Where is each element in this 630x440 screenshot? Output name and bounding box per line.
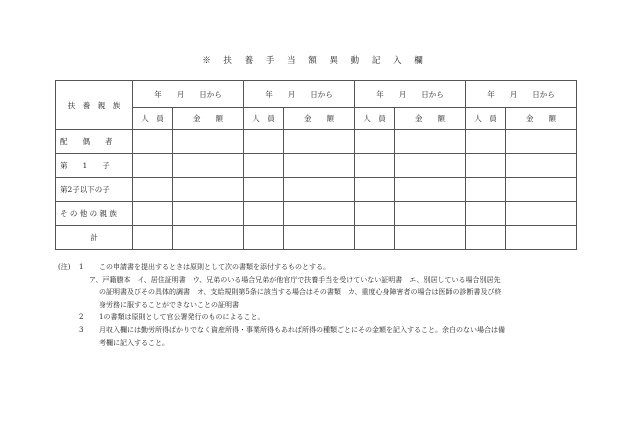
sub-person-2: 人 員: [244, 108, 284, 130]
notes-mark: (注): [58, 263, 71, 271]
table-row: [56, 226, 577, 250]
input-cell[interactable]: [284, 178, 355, 202]
input-cell[interactable]: [173, 130, 244, 154]
note-1-docs-line-2: [55, 286, 575, 299]
note-1: [55, 261, 575, 274]
note-3-line-2: [55, 337, 575, 350]
note-number: 3: [79, 325, 84, 334]
input-cell[interactable]: [284, 154, 355, 178]
header-dependents: 扶 養 親 族: [56, 81, 133, 130]
input-cell[interactable]: [284, 130, 355, 154]
input-cell[interactable]: [133, 202, 173, 226]
input-cell[interactable]: [506, 154, 577, 178]
input-cell[interactable]: [173, 226, 244, 250]
input-cell[interactable]: [133, 226, 173, 250]
table-row: [56, 154, 577, 178]
notes-section: [55, 261, 575, 349]
period-header-4: 年 月 日から: [466, 81, 577, 108]
sub-person-1: 人 員: [133, 108, 173, 130]
input-cell[interactable]: [395, 130, 466, 154]
input-cell[interactable]: [284, 202, 355, 226]
input-cell[interactable]: [466, 130, 506, 154]
table-row: [56, 130, 577, 154]
input-cell[interactable]: [506, 130, 577, 154]
row-label-spouse: 配 偶 者: [56, 130, 133, 154]
period-header-1: 年 月 日から: [133, 81, 244, 108]
input-cell[interactable]: [395, 178, 466, 202]
note-text: の証明書及びその具体的調書 オ、支給規則第5条に該当する場合はその書類 カ、重度心身障害者の場合は医師の診断書及び終: [99, 288, 502, 297]
input-cell[interactable]: [506, 178, 577, 202]
input-cell[interactable]: [395, 226, 466, 250]
input-cell[interactable]: [395, 202, 466, 226]
header-row-period: [56, 81, 577, 108]
sub-person-4: 人 員: [466, 108, 506, 130]
note-1-docs-line-1: [55, 274, 575, 287]
sub-person-3: 人 員: [355, 108, 395, 130]
input-cell[interactable]: [173, 202, 244, 226]
input-cell[interactable]: [133, 130, 173, 154]
note-number: 1: [79, 263, 84, 271]
sub-amount-3: 金 額: [395, 108, 466, 130]
input-cell[interactable]: [466, 226, 506, 250]
row-label-total: 計: [56, 226, 133, 250]
form-title: ※ 扶 養 手 当 額 異 動 記 入 欄: [202, 56, 428, 66]
header-row-sub: [56, 108, 577, 130]
input-cell[interactable]: [466, 178, 506, 202]
input-cell[interactable]: [244, 154, 284, 178]
input-cell[interactable]: [395, 154, 466, 178]
input-cell[interactable]: [506, 226, 577, 250]
input-cell[interactable]: [355, 154, 395, 178]
note-1-docs-line-3: [55, 299, 575, 312]
input-cell[interactable]: [173, 178, 244, 202]
row-label-second-child-and-after: 第2子以下の子: [56, 178, 133, 202]
input-cell[interactable]: [284, 226, 355, 250]
period-header-3: 年 月 日から: [355, 81, 466, 108]
input-cell[interactable]: [244, 226, 284, 250]
dependent-change-table: [55, 80, 577, 250]
input-cell[interactable]: [506, 202, 577, 226]
input-cell[interactable]: [133, 154, 173, 178]
note-text: 月収入欄には勤労所得ばかりでなく資産所得・事業所得もあれば所得の種類ごとにその金額を記入すること。余白のない場合は備: [99, 325, 505, 334]
input-cell[interactable]: [355, 178, 395, 202]
table-row: [56, 202, 577, 226]
row-label-other-relatives: そ の 他 の 親 族: [56, 202, 133, 226]
note-number: 2: [79, 313, 84, 322]
period-header-2: 年 月 日から: [244, 81, 355, 108]
input-cell[interactable]: [355, 130, 395, 154]
input-cell[interactable]: [133, 178, 173, 202]
table-row: [56, 178, 577, 202]
input-cell[interactable]: [355, 202, 395, 226]
sub-amount-4: 金 額: [506, 108, 577, 130]
note-text: 考欄に記入すること。: [99, 338, 169, 347]
sub-amount-1: 金 額: [173, 108, 244, 130]
note-text: 身労務に服することができないことの証明書: [99, 300, 239, 309]
note-text: この申請書を提出するときは原則として次の書類を添付するものとする。: [99, 263, 330, 271]
sub-amount-2: 金 額: [284, 108, 355, 130]
input-cell[interactable]: [244, 130, 284, 154]
input-cell[interactable]: [466, 202, 506, 226]
input-cell[interactable]: [244, 202, 284, 226]
input-cell[interactable]: [244, 178, 284, 202]
note-text: ア、戸籍謄本 イ、居住証明書 ウ、兄弟のいる場合兄弟が他官庁で扶養手当を受けていない証明書 エ、別居している場合別居先: [89, 275, 501, 284]
row-label-first-child: 第 1 子: [56, 154, 133, 178]
input-cell[interactable]: [355, 226, 395, 250]
note-3: [55, 324, 575, 337]
note-text: 1の書類は原則として官公署発行のものによること。: [99, 313, 265, 322]
input-cell[interactable]: [466, 154, 506, 178]
input-cell[interactable]: [173, 154, 244, 178]
note-2: [55, 311, 575, 324]
